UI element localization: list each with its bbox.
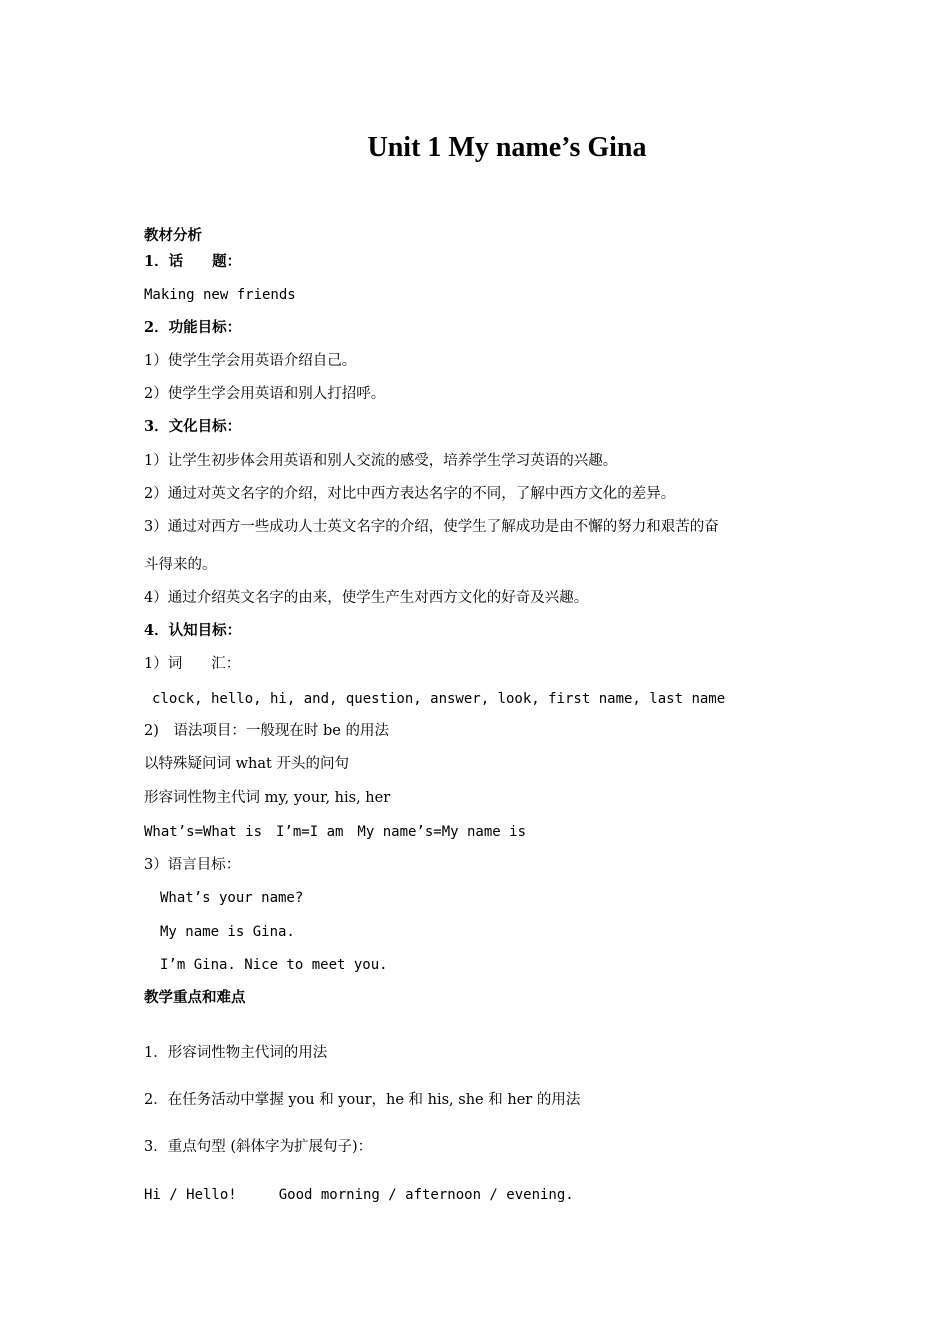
section-heading-material-analysis: 教材分析 (144, 227, 202, 244)
section-heading-key-points: 教学重点和难点 (144, 989, 246, 1006)
key-sentence-greetings: Hi / Hello! Good morning / afternoon / evening. (144, 1187, 574, 1203)
language-goals-heading: 3）语言目标： (144, 857, 241, 873)
grammar-item-questions: 以特殊疑问词 what 开头的问句 (144, 756, 349, 772)
function-goal-1: 1）使学生学会用英语介绍自己。 (144, 353, 357, 369)
culture-goal-3-continued: 斗得来的。 (144, 557, 217, 573)
function-goal-2: 2）使学生学会用英语和别人打招呼。 (144, 386, 386, 402)
culture-goal-2: 2）通过对英文名字的介绍，对比中西方表达名字的不同，了解中西方文化的差异。 (144, 486, 676, 502)
language-goal-sentence-2: My name is Gina. (160, 924, 295, 940)
culture-goals-heading: 3．文化目标： (144, 418, 242, 435)
grammar-heading: 2) 语法项目：一般现在时 be 的用法 (144, 723, 389, 739)
document-title: Unit 1 My name’s Gina (367, 132, 647, 163)
grammar-item-pronouns: 形容词性物主代词 my, your, his, her (144, 790, 391, 806)
key-point-2: 2．在任务活动中掌握 you 和 your，he 和 his, she 和 her 的用法 (144, 1092, 581, 1108)
culture-goal-4: 4）通过介绍英文名字的由来，使学生产生对西方文化的好奇及兴趣。 (144, 590, 589, 606)
culture-goal-1: 1）让学生初步体会用英语和别人交流的感受，培养学生学习英语的兴趣。 (144, 453, 618, 469)
key-point-3: 3．重点句型 (斜体字为扩展句子)： (144, 1139, 373, 1155)
language-goal-sentence-1: What’s your name? (160, 890, 304, 906)
vocabulary-heading: 1）词 汇： (144, 656, 241, 672)
culture-goal-3: 3）通过对西方一些成功人士英文名字的介绍，使学生了解成功是由不懈的努力和艰苦的奋 (144, 519, 719, 535)
language-goal-sentence-3: I’m Gina. Nice to meet you. (160, 957, 388, 973)
contractions: What’s=What is I’m=I am My name’s=My name is (144, 824, 527, 840)
function-goals-heading: 2．功能目标： (144, 319, 242, 336)
cognitive-goals-heading: 4．认知目标： (144, 622, 242, 639)
topic-heading: 1．话 题： (144, 253, 242, 270)
topic-text: Making new friends (144, 287, 296, 303)
key-point-1: 1．形容词性物主代词的用法 (144, 1045, 328, 1061)
vocabulary-list: clock, hello, hi, and, question, answer, look, first name, last name (152, 691, 726, 707)
